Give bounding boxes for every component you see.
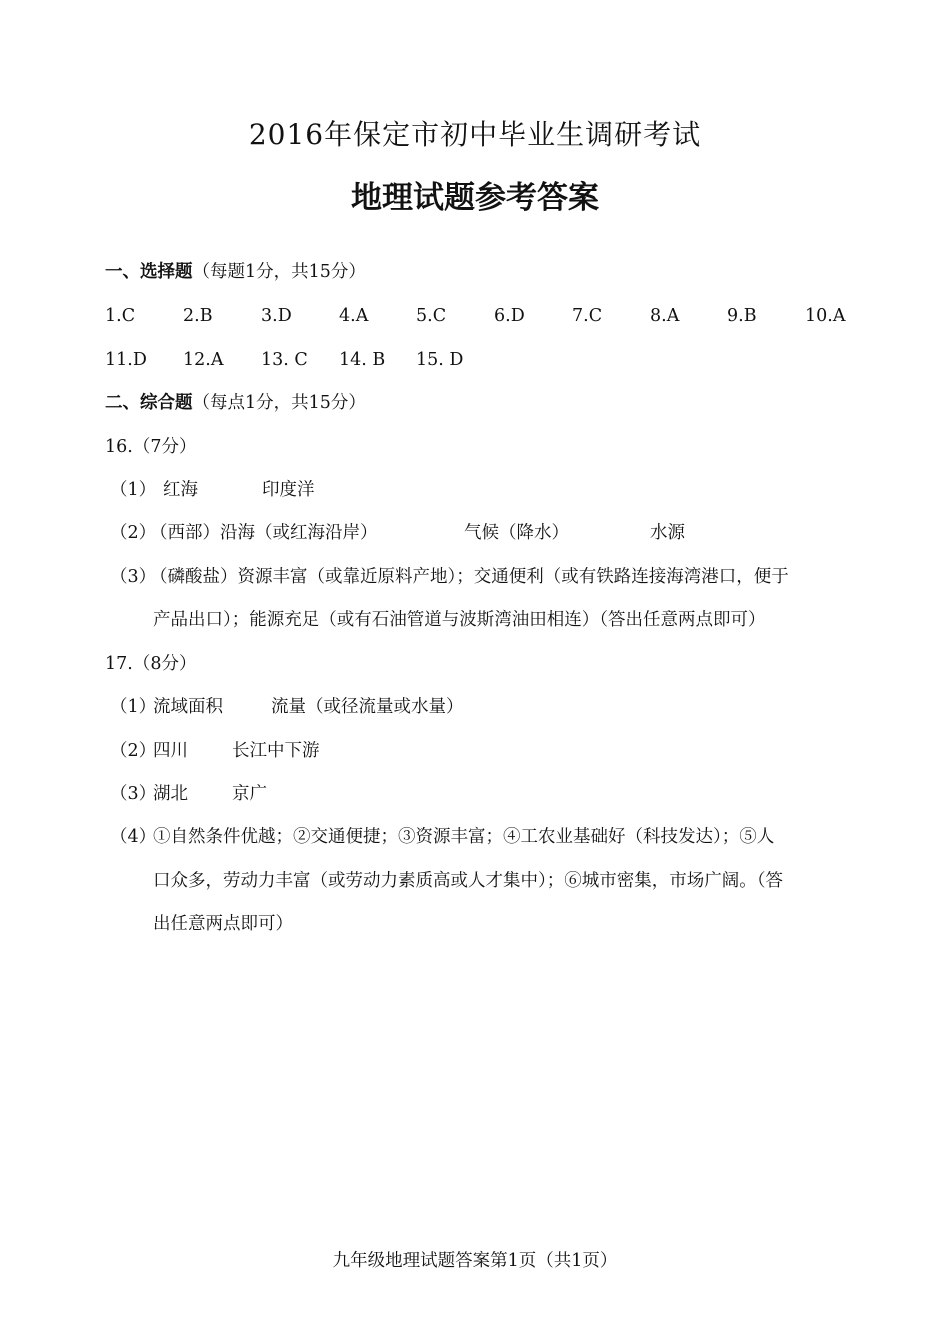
- q16-part1-label: （1）: [110, 480, 157, 500]
- q16-part3-label: （3）: [110, 567, 157, 587]
- mc-answer-7: 7.C: [572, 306, 603, 326]
- mc-answer-14: 14. B: [339, 350, 386, 370]
- q17-part2-answer-a: 四川: [153, 741, 188, 761]
- q17-part4-line3: 出任意两点即可）: [153, 914, 293, 934]
- mc-answer-10: 10.A: [805, 306, 846, 326]
- mc-answer-3: 3.D: [261, 306, 292, 326]
- q17-part1-label: （1）: [110, 697, 157, 717]
- q16-part2-answer-b: 气候（降水）: [464, 523, 569, 543]
- mc-answer-13: 13. C: [261, 350, 308, 370]
- answer-title: 地理试题参考答案: [351, 180, 599, 216]
- exam-title: 2016年保定市初中毕业生调研考试: [248, 118, 702, 151]
- q17-part2-label: （2）: [110, 741, 157, 761]
- q17-part4-line1: ①自然条件优越；②交通便捷；③资源丰富；④工农业基础好（科技发达）；⑤人: [153, 827, 775, 847]
- q16-part1-answer-a: 红海: [163, 480, 198, 500]
- mc-answer-15: 15. D: [416, 350, 464, 370]
- q16-part1-answer-b: 印度洋: [262, 480, 315, 500]
- mc-answer-11: 11.D: [105, 350, 147, 370]
- mc-answer-6: 6.D: [494, 306, 525, 326]
- mc-answer-1: 1.C: [105, 306, 136, 326]
- q16-header: 16.（7分）: [105, 437, 197, 457]
- mc-answer-5: 5.C: [416, 306, 447, 326]
- q17-part4-label: （4）: [110, 827, 157, 847]
- q17-header: 17.（8分）: [105, 654, 197, 674]
- mc-answer-12: 12.A: [183, 350, 224, 370]
- mc-answer-8: 8.A: [650, 306, 680, 326]
- q17-part2-answer-b: 长江中下游: [232, 741, 320, 761]
- q17-part3-answer-b: 京广: [232, 784, 267, 804]
- q16-part3-line1: （磷酸盐）资源丰富（或靠近原料产地）；交通便利（或有铁路连接海湾港口，便于: [150, 567, 789, 587]
- section2-note: （每点1分，共15分）: [192, 393, 366, 413]
- section2-heading: 二、综合题: [105, 393, 193, 413]
- section2-line: [105, 391, 366, 415]
- section1-heading: 一、选择题: [105, 262, 193, 282]
- q16-part2-label: （2）: [110, 523, 157, 543]
- q16-part2-answer-c: 水源: [650, 523, 685, 543]
- q16-part3-line2: 产品出口）；能源充足（或有石油管道与波斯湾油田相连）（答出任意两点即可）: [153, 610, 766, 630]
- mc-answer-9: 9.B: [727, 306, 757, 326]
- q17-part4-line2: 口众多，劳动力丰富（或劳动力素质高或人才集中）；⑥城市密集，市场广阔。（答: [153, 871, 783, 891]
- mc-answer-4: 4.A: [339, 306, 369, 326]
- q17-part3-label: （3）: [110, 784, 157, 804]
- q17-part1-answer-a: 流域面积: [153, 697, 223, 717]
- q17-part1-answer-b: 流量（或径流量或水量）: [271, 697, 464, 717]
- q16-part2-answer-a: （西部）沿海（或红海沿岸）: [150, 523, 378, 543]
- section1-note: （每题1分，共15分）: [192, 262, 366, 282]
- page-footer: 九年级地理试题答案第1页（共1页）: [332, 1251, 618, 1271]
- mc-answer-2: 2.B: [183, 306, 213, 326]
- section1-line: [105, 260, 366, 284]
- q17-part3-answer-a: 湖北: [153, 784, 188, 804]
